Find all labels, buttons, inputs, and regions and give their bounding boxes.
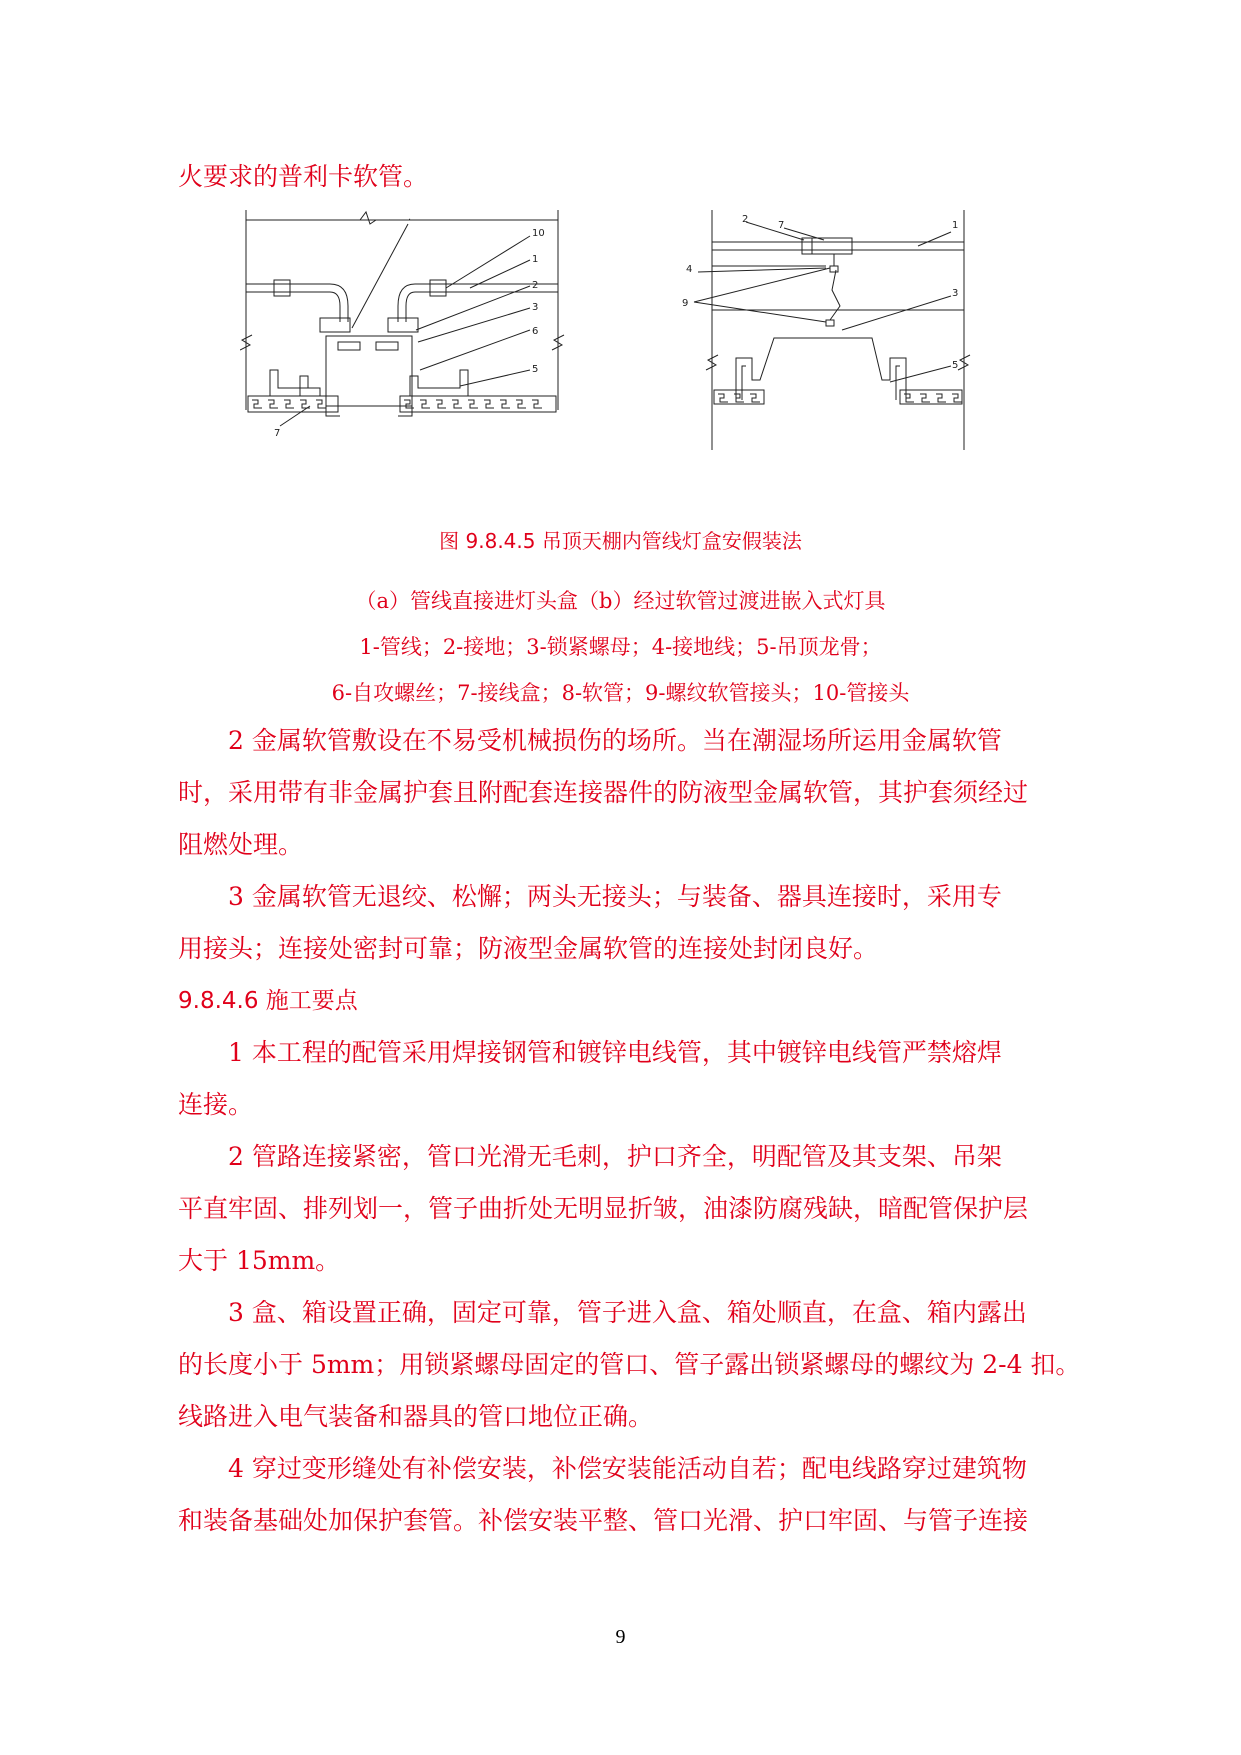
paragraph-line: 阻燃处理。 [178,830,304,859]
figure-legend: 6-自攻螺丝；7-接线盒；8-软管；9-螺纹软管接头；10-管接头 [331,681,910,705]
paragraph-line: 3 金属软管无退绞、松懈；两头无接头；与装备、器具连接时，采用专 [228,882,1002,911]
paragraph-line: 的长度小于 5mm；用锁紧螺母固定的管口、管子露出锁紧螺母的螺纹为 2-4 扣。 [178,1350,1081,1379]
diagram-b [676,210,1006,450]
paragraph-line: 1 本工程的配管采用焊接钢管和镀锌电线管，其中镀锌电线管严禁熔焊 [228,1038,1002,1067]
paragraph-line: 大于 15mm。 [178,1246,341,1275]
intro-tail-text: 火要求的普利卡软管。 [178,162,429,191]
paragraph-line: 3 盒、箱设置正确，固定可靠，管子进入盒、箱处顺直，在盒、箱内露出 [228,1298,1027,1327]
paragraph-line: 连接。 [178,1090,254,1119]
figure-caption: 图 9.8.4.5 吊顶天棚内管线灯盒安假装法 [439,529,802,553]
diagram-a [240,210,570,450]
diagram-b-label: 1 [952,220,959,231]
diagram-a-label: 1 [532,254,539,265]
diagram-b-label: 9 [682,298,689,309]
diagram-a-label: 5 [532,364,539,375]
paragraph-line: 2 管路连接紧密，管口光滑无毛刺，护口齐全，明配管及其支架、吊架 [228,1142,1002,1171]
diagram-a-label: 7 [274,428,281,439]
diagram-b-label: 3 [952,288,959,299]
paragraph-line: 用接头；连接处密封可靠；防液型金属软管的连接处封闭良好。 [178,934,879,963]
section-heading: 9.8.4.6 施工要点 [178,988,358,1014]
paragraph-line: 线路进入电气装备和器具的管口地位正确。 [178,1402,654,1431]
figure-subtitle: （a）管线直接进灯头盒（b）经过软管过渡进嵌入式灯具 [355,589,886,613]
page-number: 9 [615,1626,626,1648]
paragraph-line: 和装备基础处加保护套管。补偿安装平整、管口光滑、护口牢固、与管子连接 [178,1506,1029,1535]
diagram-b-label: 4 [686,264,693,275]
diagram-a-label: 10 [532,228,545,239]
diagram-a-label: 6 [532,326,539,337]
paragraph-line: 时，采用带有非金属护套且附配套连接器件的防液型金属软管，其护套须经过 [178,778,1029,807]
paragraph-line: 4 穿过变形缝处有补偿安装，补偿安装能活动自若；配电线路穿过建筑物 [228,1454,1027,1483]
paragraph-line: 平直牢固、排列划一，管子曲折处无明显折皱，油漆防腐残缺，暗配管保护层 [178,1194,1029,1223]
diagram-a-label: 3 [532,302,539,313]
diagram-b-label: 5 [952,360,959,371]
diagram-b-label: 2 [742,214,749,225]
figure-legend: 1-管线；2-接地；3-锁紧螺母；4-接地线；5-吊顶龙骨； [359,635,882,659]
diagram-b-label: 7 [778,220,785,231]
paragraph-line: 2 金属软管敷设在不易受机械损伤的场所。当在潮湿场所运用金属软管 [228,726,1002,755]
svg-text:.: . [408,212,412,223]
diagram-a-label: 2 [532,280,539,291]
